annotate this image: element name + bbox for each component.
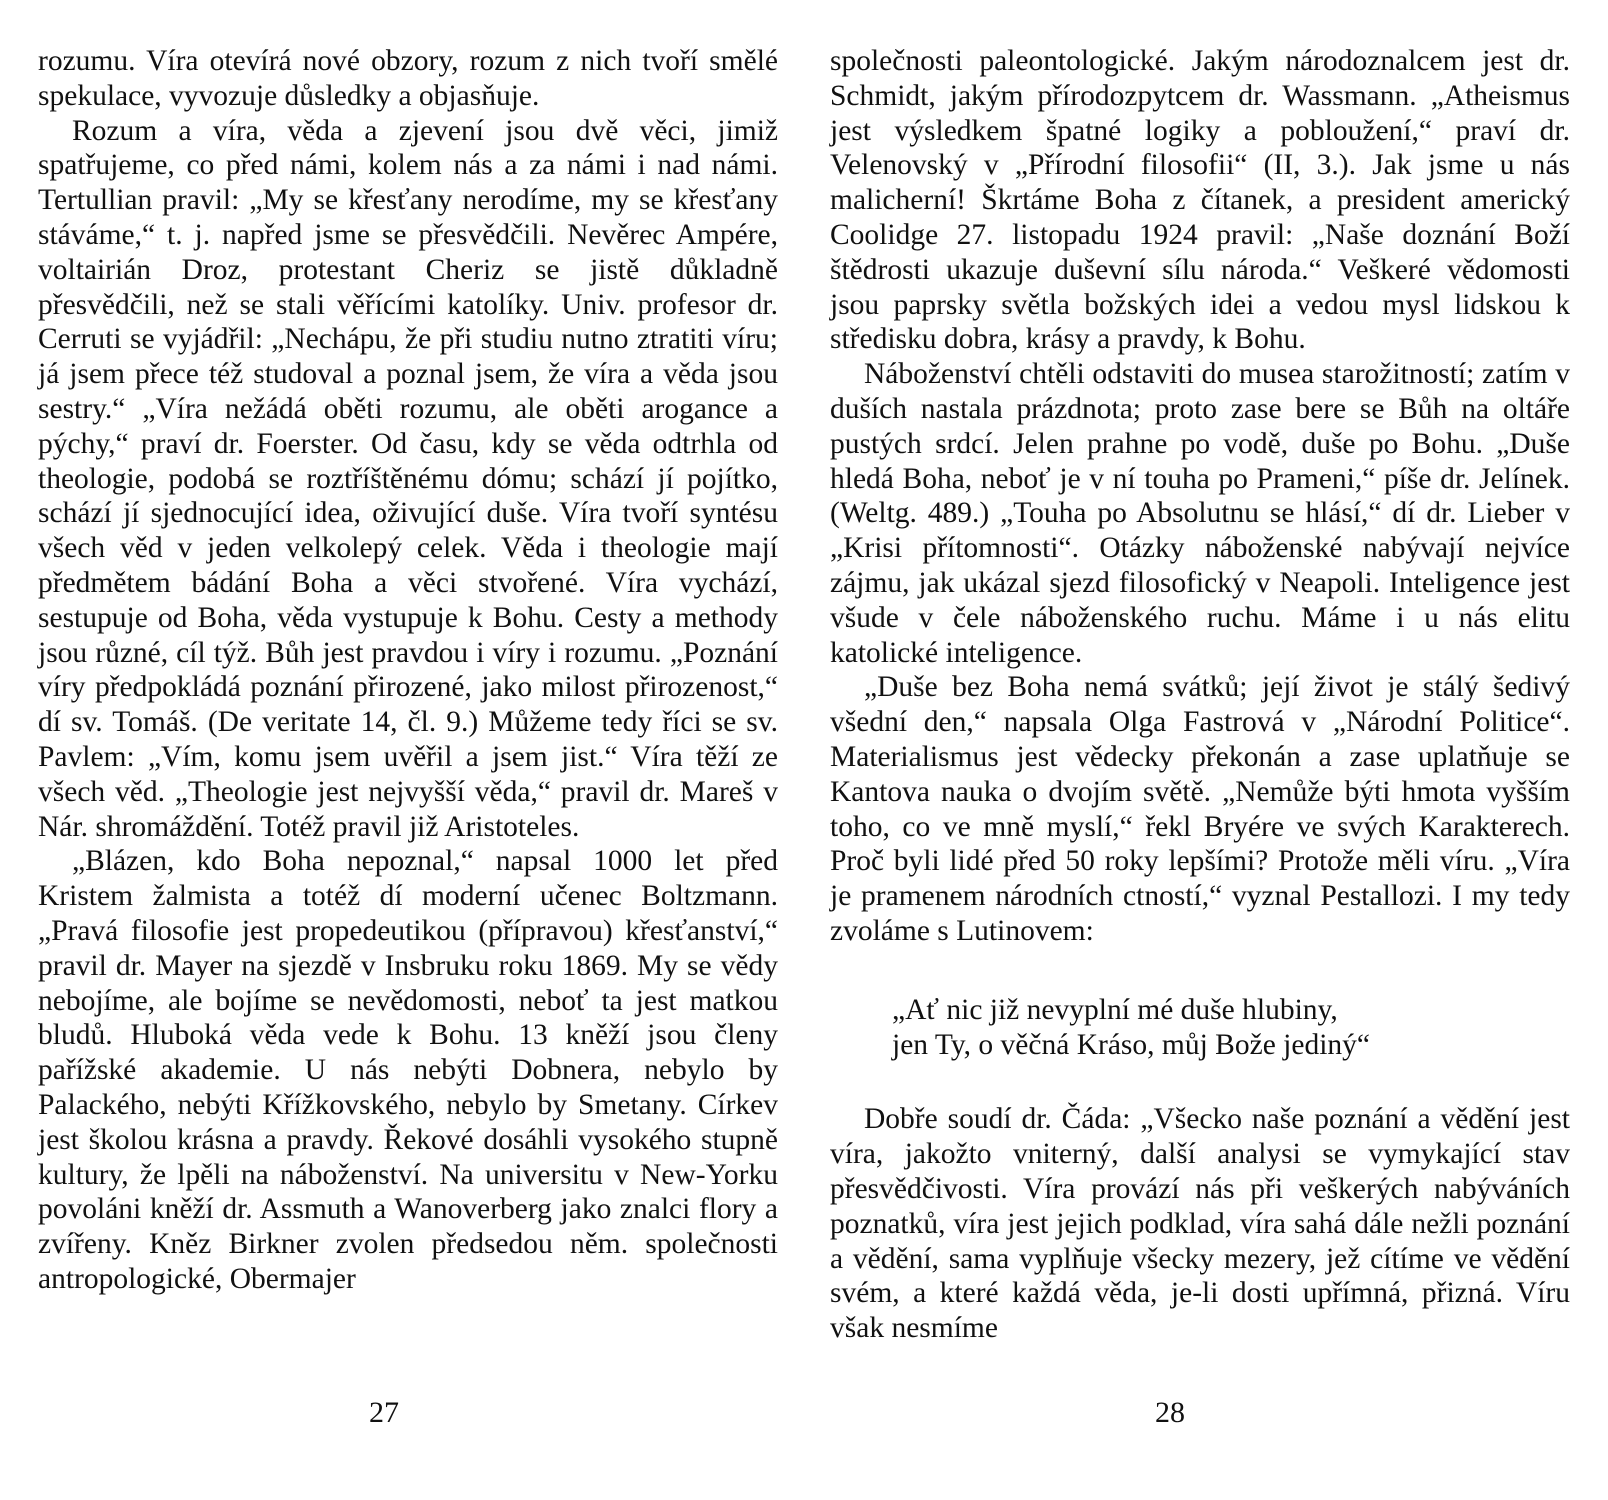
right-paragraph-1: společnosti paleontologické. Jakým národoznalcem jest dr. Schmidt, jakým přírodozpytcem dr. Wassmann. „Atheismus jest výsledkem špatné logiky a pobloužení,“ praví dr. Velenovský v „Přírodní filosofii“ (II, 3.). Jak jsme u nás malicherní! Škrtáme Boha z čítanek, a president americký Coolidge 27. listopadu 1924 pravil: „Naše doznání Boží štědrosti ukazuje duševní sílu národa.“ Veškeré vědomosti jsou paprsky světla božských idei a vedou mysl lidskou k středisku dobra, krásy a pravdy, k Bohu. (830, 45, 1570, 356)
left-paragraph-2: Rozum a víra, věda a zjevení jsou dvě věci, jimiž spatřujeme, co před námi, kolem nás a za námi i nad námi. Tertullian pravil: „My se křesťany nerodíme, my se křesťany stáváme,“ t. j. napřed jsme se přesvědčili. Nevěrec Ampére, voltairián Droz, protestant Cheriz se jistě důkladně přesvědčili, než se stali věřícími katolíky. Univ. profesor dr. Cerruti se vyjádřil: „Nechápu, že při studiu nutno ztratiti víru; já jsem přece též studoval a poznal jsem, že víra a věda jsou sestry.“ „Víra nežádá oběti rozumu, ale oběti arogance a pýchy,“ praví dr. Foerster. Od času, kdy se věda odtrhla od theologie, podobá se roztříštěnému dómu; schází jí pojítko, schází jí sjednocující idea, oživující duše. Víra tvoří syntésu všech věd v jeden velkolepý celek. Věda i theologie mají předmětem bádání Boha a věci stvořené. Víra vychází, sestupuje od Boha, věda vystupuje k Bohu. Cesty a methody jsou různé, cíl týž. Bůh jest pravdou i víry i rozumu. „Poznání víry předpokládá poznání přirozené, jako milost přirozenost,“ dí sv. Tomáš. (De veritate 14, čl. 9.) Můžeme tedy říci se sv. Pavlem: „Vím, komu jsem uvěřil a jsem jist.“ Víra těží ze všech věd. „Theologie jest nejvyšší věda,“ pravil dr. Mareš v Nár. shromáždění. Totéž pravil již Aristoteles. (38, 114, 778, 843)
page-number-right: 28 (1155, 1396, 1185, 1429)
left-paragraph-3: „Blázen, kdo Boha nepoznal,“ napsal 1000 let před Kristem žalmista a totéž dí moderní učenec Boltzmann. „Pravá filosofie jest propedeutikou (přípravou) křesťanství,“ pravil dr. Mayer na sjezdě v Insbruku roku 1869. My se vědy nebojíme, ale bojíme se nevědomosti, neboť ta jest matkou bludů. Hluboká věda vede k Bohu. 13 kněží jsou členy pařížské akademie. U nás nebýti Dobnera, nebylo by Palackého, nebýti Křížkovského, nebylo by Smetany. Církev jest školou krásna a pravdy. Řekové dosáhli vysokého stupně kultury, že lpěli na náboženství. Na universitu v New-Yorku povoláni kněží dr. Assmuth a Wanoverberg jako znalci flory a zvířeny. Kněz Birkner zvolen předsedou něm. společnosti antropologické, Obermajer (38, 845, 778, 1295)
page-number-left: 27 (369, 1396, 399, 1429)
right-page (830, 44, 1570, 1444)
right-paragraph-3: „Duše bez Boha nemá svátků; její život je stálý šedivý všední den,“ napsala Olga Fastrová v „Národní Politice“. Materialismus jest vědecky překonán a zase uplatňuje se Kantova nauka o dvojím světě. „Nemůže býti hmota vyšším toho, co ve mně myslí,“ řekl Bryére ve svých Karakterech. Proč byli lidé před 50 roky lepšími? Protože měli víru. „Víra je pramenem národních ctností,“ vyznal Pestallozi. I my tedy zvoláme s Lutinovem: (830, 671, 1570, 947)
poem-line-2: jen Ty, o věčná Kráso, můj Bože jediný“ (892, 1028, 1370, 1061)
right-paragraph-2: Náboženství chtěli odstaviti do musea starožitností; zatím v duších nastala prázdnota; proto zase bere se Bůh na oltáře pustých srdcí. Jelen prahne po vodě, duše po Bohu. „Duše hledá Boha, neboť je v ní touha po Prameni,“ píše dr. Jelínek. (Weltg. 489.) „Touha po Absolutnu se hlásí,“ dí dr. Lieber v „Krisi přítomnosti“. Otázky náboženské nabývají nejvíce zájmu, jak ukázal sjezd filosofický v Neapoli. Inteligence jest všude v čele náboženského ruchu. Máme i u nás elitu katolické inteligence. (830, 358, 1570, 669)
poem-line-1: „Ať nic již nevyplní mé duše hlubiny, (892, 993, 1338, 1026)
left-page (38, 44, 778, 1444)
left-paragraph-1: rozumu. Víra otevírá nové obzory, rozum z nich tvoří smělé spekulace, vyvozuje důsledky a objasňuje. (38, 45, 778, 112)
right-paragraph-4: Dobře soudí dr. Čáda: „Všecko naše poznání a vědění jest víra, jakožto vniterný, další analysi se vymykající stav přesvědčivosti. Víra provází nás při veškerých nabýváních poznatků, víra jest jejich podklad, víra sahá dále nežli poznání a vědění, sama vyplňuje všecky mezery, jež cítíme ve vědění svém, a které každá věda, je-li dosti upřímná, přizná. Víru však nesmíme (830, 1103, 1570, 1345)
poem-quote (892, 993, 1570, 1063)
